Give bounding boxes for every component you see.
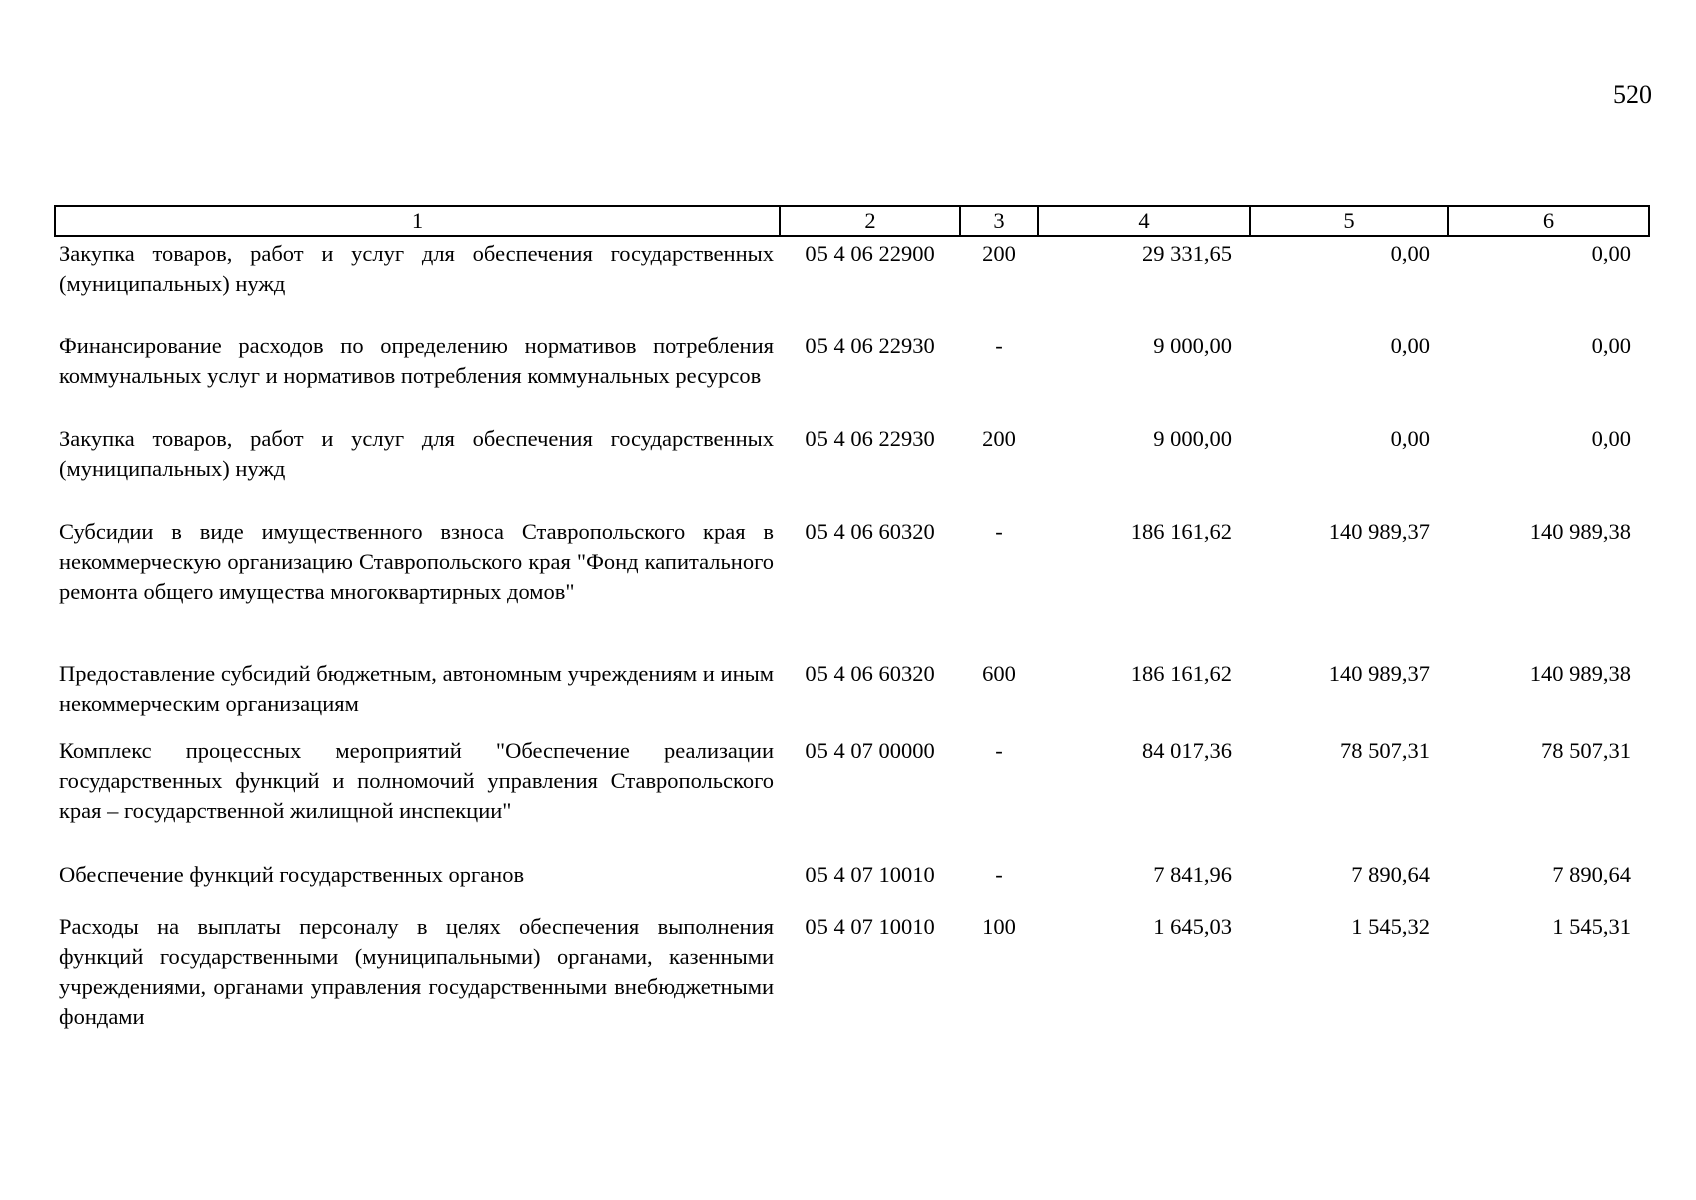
row-value-2024: 29 331,65 — [1142, 241, 1232, 266]
row-value-2025: 78 507,31 — [1340, 738, 1430, 763]
row-code: 05 4 06 22930 — [805, 333, 935, 358]
header-col-6: 6 — [1448, 206, 1649, 236]
header-row — [55, 206, 1649, 236]
row-value-2025: 0,00 — [1390, 426, 1430, 451]
budget-table — [54, 205, 1650, 1034]
header-col-5: 5 — [1250, 206, 1448, 236]
row-value-2025: 0,00 — [1390, 333, 1430, 358]
table-row — [55, 422, 1649, 515]
table-row — [55, 329, 1649, 422]
row-name: Субсидии в виде имущественного взноса Ставропольского края в некоммерческую организацию Ставропольского края "Фонд капитального ремонта общего имущества многоквартирных домов" — [59, 519, 774, 604]
row-value-2026: 0,00 — [1591, 241, 1631, 266]
row-vr: - — [995, 333, 1003, 358]
header-col-3: 3 — [960, 206, 1038, 236]
row-value-2025: 140 989,37 — [1328, 661, 1430, 686]
row-value-2024: 186 161,62 — [1130, 661, 1232, 686]
row-name: Закупка товаров, работ и услуг для обеспечения государственных (муниципальных) нужд — [59, 426, 774, 481]
row-value-2024: 186 161,62 — [1130, 519, 1232, 544]
row-value-2024: 84 017,36 — [1142, 738, 1232, 763]
header-col-2: 2 — [780, 206, 960, 236]
row-value-2024: 9 000,00 — [1153, 333, 1232, 358]
row-name: Расходы на выплаты персоналу в целях обеспечения выполнения функций государственными (муниципальными) органами, казенными учреждениями, органами управления государственными внебюджетными фондами — [59, 914, 774, 1029]
row-value-2024: 9 000,00 — [1153, 426, 1232, 451]
row-code: 05 4 06 60320 — [805, 519, 935, 544]
row-value-2026: 0,00 — [1591, 426, 1631, 451]
row-vr: 200 — [982, 426, 1016, 451]
row-value-2026: 140 989,38 — [1529, 661, 1631, 686]
row-name: Комплекс процессных мероприятий "Обеспечение реализации государственных функций и полномочий управления Ставропольского края – государственной жилищной инспекции" — [59, 738, 774, 823]
table-row — [55, 236, 1649, 329]
table-row — [55, 910, 1649, 1034]
header-col-1: 1 — [55, 206, 780, 236]
row-vr: 600 — [982, 661, 1016, 686]
row-value-2026: 140 989,38 — [1529, 519, 1631, 544]
row-value-2025: 0,00 — [1390, 241, 1430, 266]
table-row — [55, 734, 1649, 858]
row-value-2024: 7 841,96 — [1153, 862, 1232, 887]
table-row — [55, 858, 1649, 910]
table-row — [55, 657, 1649, 734]
row-name: Обеспечение функций государственных органов — [59, 862, 525, 887]
row-vr: - — [995, 738, 1003, 763]
row-name: Предоставление субсидий бюджетным, автономным учреждениям и иным некоммерческим организациям — [59, 661, 774, 716]
row-code: 05 4 06 22900 — [805, 241, 935, 266]
row-vr: - — [995, 862, 1003, 887]
row-code: 05 4 06 22930 — [805, 426, 935, 451]
header-col-4: 4 — [1038, 206, 1250, 236]
page-number: 520 — [1613, 80, 1652, 109]
row-code: 05 4 07 10010 — [805, 862, 935, 887]
row-code: 05 4 07 00000 — [805, 738, 935, 763]
row-code: 05 4 07 10010 — [805, 914, 935, 939]
row-code: 05 4 06 60320 — [805, 661, 935, 686]
row-vr: 200 — [982, 241, 1016, 266]
row-value-2025: 7 890,64 — [1351, 862, 1430, 887]
row-value-2026: 0,00 — [1591, 333, 1631, 358]
row-value-2024: 1 645,03 — [1153, 914, 1232, 939]
row-value-2026: 7 890,64 — [1552, 862, 1631, 887]
row-value-2026: 78 507,31 — [1541, 738, 1631, 763]
row-value-2025: 140 989,37 — [1328, 519, 1430, 544]
row-value-2025: 1 545,32 — [1351, 914, 1430, 939]
row-vr: 100 — [982, 914, 1016, 939]
row-value-2026: 1 545,31 — [1552, 914, 1631, 939]
row-name: Финансирование расходов по определению нормативов потребления коммунальных услуг и нормативов потребления коммунальных ресурсов — [59, 333, 774, 388]
row-vr: - — [995, 519, 1003, 544]
row-name: Закупка товаров, работ и услуг для обеспечения государственных (муниципальных) нужд — [59, 241, 774, 296]
table-row — [55, 515, 1649, 657]
